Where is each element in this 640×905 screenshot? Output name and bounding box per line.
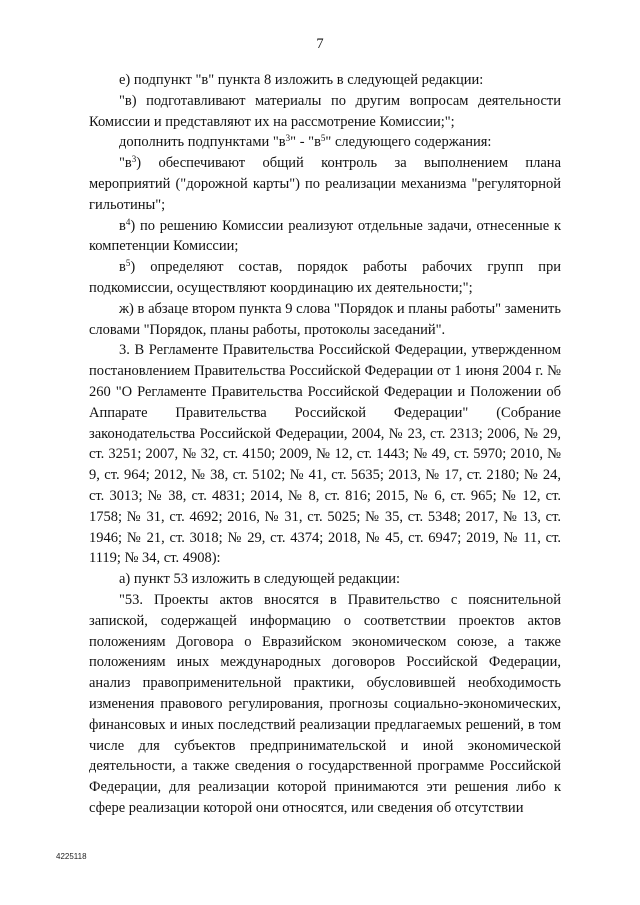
text-fragment: ) по решению Комиссии реализуют отдельные задачи, отнесенные к компетенции Комиссии; (89, 217, 561, 255)
text-fragment: ) определяют состав, порядок работы рабочих групп при подкомиссии, осуществляют координацию их деятельности;"; (89, 259, 561, 296)
document-code: 4225118 (56, 852, 87, 861)
text-fragment: в (119, 217, 126, 234)
text-fragment: дополнить подпунктами "в (119, 134, 286, 151)
paragraph-item-a: а) пункт 53 изложить в следующей редакции: (119, 571, 401, 588)
text-fragment: " - "в (290, 134, 321, 151)
superscript: 4 (125, 216, 131, 227)
paragraph-section-3: 3. В Регламенте Правительства Российской Федерации, утвержденном постановлением Правительства Российской Федерации от 1 июня 2004 г. № 260 "О Регламенте Правительства Российской Федерации и Положении об Аппарате Правительства Российской Федерации" (Собрание законодательства Российской Федерации, 2004, № 23, ст. 2313; 2006, № 29, ст. 3251; 2007, № 32, ст. 4150; 2009, № 12, ст. 1443; № 49, ст. 5970; 2010, № 9, ст. 964; 2012, № 38, ст. 5102; № 41, ст. 5635; 2013, № 17, ст. 2180; № 24, ст. 3013; № 38, ст. 4831; 2014, № 8, ст. 816; 2015, № 6, ст. 965; № 12, ст. 1758; № 31, ст. 4692; 2016, № 31, ст. 5025; № 35, ст. 5348; 2017, № 13, ст. 1946; № 21, ст. 3018; № 29, ст. 4374; 2018, № 45, ст. 6947; 2019, № 11, ст. 1119; № 34, ст. 4908): (89, 342, 561, 567)
page-number: 7 (316, 36, 324, 52)
text-fragment: в (119, 259, 126, 276)
superscript: 3 (131, 154, 137, 165)
quoted-subitem-v: "в) подготавливают материалы по другим вопросам деятельности Комиссии и представляют их на рассмотрение Комиссии;"; (89, 92, 561, 130)
superscript: 5 (320, 133, 326, 144)
paragraph-item-zh: ж) в абзаце втором пункта 9 слова "Порядок и планы работы" заменить словами "Порядок, планы работы, протоколы заседаний". (89, 300, 561, 338)
quoted-subitem-v3 (89, 153, 561, 215)
quoted-subitem-v4 (89, 216, 561, 258)
quoted-point-53: "53. Проекты актов вносятся в Правительство с пояснительной запиской, содержащей информацию о соответствии проектов актов положениям Договора о Евразийском экономическом союзе, а также положениям иных международных договоров Российской Федерации, анализ правоприменительной практики, обусловившей необходимость изменения правового регулирования, прогнозы социально-экономических, финансовых и иных последствий реализации предлагаемых решений, в том числе для субъектов предпринимательской и иной экономической деятельности, а также сведения о государственной программе Российской Федерации, для реализации которой принимаются эти решения либо к сфере реализации которой они относятся, или сведения об отсутствии (89, 591, 561, 816)
text-fragment: "в (119, 155, 132, 172)
superscript: 5 (125, 258, 131, 269)
text-fragment: " следующего содержания: (325, 134, 492, 151)
superscript: 3 (285, 133, 291, 144)
quoted-subitem-v5 (89, 257, 561, 299)
paragraph-item-e: е) подпункт "в" пункта 8 изложить в следующей редакции: (119, 72, 484, 88)
text-fragment: ) обеспечивают общий контроль за выполнением плана мероприятий ("дорожной карты") по реализации механизма "регуляторной гильотины"; (89, 155, 561, 213)
paragraph-add-subitems (89, 132, 561, 153)
document-body (89, 70, 561, 819)
